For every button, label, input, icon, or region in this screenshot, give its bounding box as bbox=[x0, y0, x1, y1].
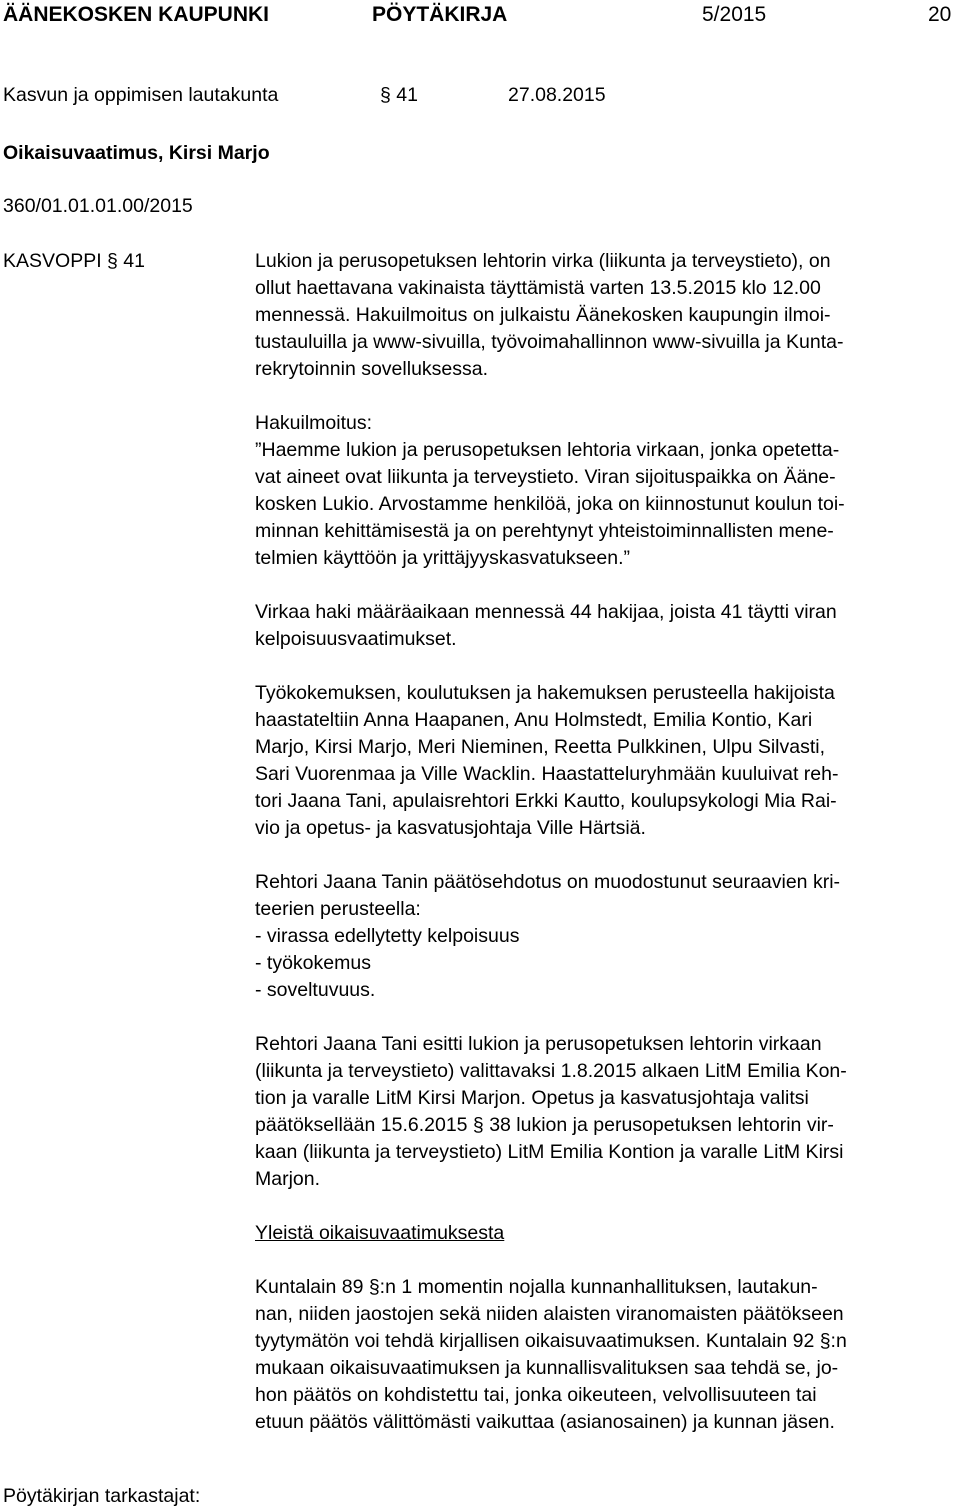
item-title: Oikaisuvaatimus, Kirsi Marjo bbox=[3, 142, 270, 164]
paragraph-applicants: Virkaa haki määräaikaan mennessä 44 hakijaa, joista 41 täytti viran kelpoisuusvaatimukset. bbox=[255, 601, 837, 650]
doc-type: PÖYTÄKIRJA bbox=[372, 3, 508, 26]
paragraph-legal: Kuntalain 89 §:n 1 momentin nojalla kunnanhallituksen, lautakun- nan, niiden jaostojen sekä niiden alaisten viranomaisten päätökseen tyytymätön voi tehdä kirjallisen oikaisuvaatimuksen. Kuntalain 92 §:n mukaan oikaisuvaatimuksen ja kunnallisvalituksen saa tehdä se, jo- hon päätös on kohdistettu tai, jonka oikeuteen, velvollisuuteen tai etuun päätös välittömästi vaikuttaa (asianosainen) ja kunnan jäsen. bbox=[255, 1276, 847, 1433]
doc-number: 5/2015 bbox=[702, 3, 767, 26]
paragraph-job-ad: Hakuilmoitus: ”Haemme lukion ja perusopetuksen lehtoria virkaan, jonka opetetta- vat aineet ovat liikunta ja terveystieto. Viran sijoituspaikka on Ääne- kosken Lukio. Arvostamme henkilöä, joka on kiinnostunut koulun toi- minnan kehittämisestä ja on perehtynyt yhteistoiminnallisten mene- telmien käyttöön ja yrittäjyyskasvatukseen.” bbox=[255, 412, 845, 569]
record-id: 360/01.01.01.00/2015 bbox=[3, 195, 193, 217]
meeting-date: 27.08.2015 bbox=[508, 84, 606, 106]
paragraph-interviews: Työkokemuksen, koulutuksen ja hakemuksen perusteella hakijoista haastateltiin Anna Haapanen, Anu Holmstedt, Emilia Kontio, Kari Marjo, Kirsi Marjo, Meri Nieminen, Reetta Pulkkinen, Ulpu Silvasti, Sari Vuorenmaa ja Ville Wacklin. Haastatteluryhmään kuuluivat reh- tori Jaana Tani, apulaisrehtori Erkki Kautto, koulupsykologi Mia Rai- vio ja opetus- ja kasvatusjohtaja Ville Härtsiä. bbox=[255, 682, 839, 839]
item-body bbox=[255, 248, 955, 1436]
committee-name: Kasvun ja oppimisen lautakunta bbox=[3, 84, 279, 106]
page-number: 20 bbox=[928, 3, 952, 26]
list-item: - virassa edellytetty kelpoisuus bbox=[255, 925, 520, 947]
section-number: § 41 bbox=[380, 84, 418, 106]
org-name: ÄÄNEKOSKEN KAUPUNKI bbox=[3, 3, 270, 26]
list-item: - soveltuvuus. bbox=[255, 979, 376, 1001]
paragraph-selection: Rehtori Jaana Tani esitti lukion ja perusopetuksen lehtorin virkaan (liikunta ja terveystieto) valittavaksi 1.8.2015 alkaen LitM Emilia Kon- tion ja varalle LitM Kirsi Marjon. Opetus ja kasvatusjohtaja valitsi päätöksellään 15.6.2015 § 38 lukion ja perusopetuksen lehtorin vir- kaan (liikunta ja terveystieto) LitM Emilia Kontion ja varalle LitM Kirsi Marjon. bbox=[255, 1033, 847, 1190]
paragraph-announcement: Lukion ja perusopetuksen lehtorin virka (liikunta ja terveystieto), on ollut haettavana vakinaista täyttämistä varten 13.5.2015 klo 12.00 mennessä. Hakuilmoitus on julkaistu Äänekosken kaupungin ilmoi- tustauluilla ja www-sivuilla, työvoimahallinnon www-sivuilla ja Kunta- rekrytoinnin sovelluksessa. bbox=[255, 250, 844, 380]
list-item: - työkokemus bbox=[255, 952, 371, 974]
footer-inspectors-label: Pöytäkirjan tarkastajat: bbox=[3, 1485, 201, 1507]
item-ref: KASVOPPI § 41 bbox=[3, 250, 145, 272]
paragraph-criteria: Rehtori Jaana Tanin päätösehdotus on muodostunut seuraavien kri- teerien perusteella: - virassa edellytetty kelpoisuus - työkokemus - soveltuvuus. bbox=[255, 869, 955, 1004]
section-heading-general: Yleistä oikaisuvaatimuksesta bbox=[255, 1222, 505, 1244]
